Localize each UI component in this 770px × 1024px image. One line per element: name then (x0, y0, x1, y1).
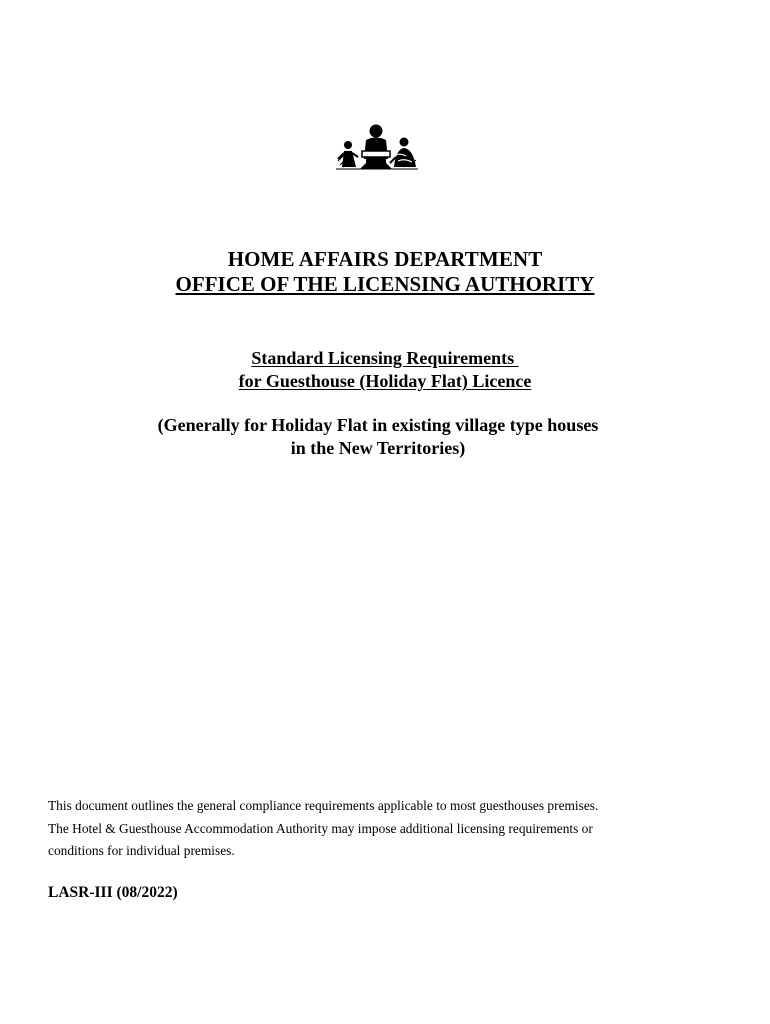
office-title: OFFICE OF THE LICENSING AUTHORITY (175, 272, 595, 296)
disclaimer-line-1: This document outlines the general compliance requirements applicable to most guesthouses premises. (48, 798, 599, 813)
disclaimer-line-3: conditions for individual premises. (48, 843, 235, 858)
scope-line-1: (Generally for Holiday Flat in existing village type houses (157, 415, 599, 435)
disclaimer-line-2: The Hotel & Guesthouse Accommodation Authority may impose additional licensing requirements or (48, 820, 593, 836)
department-title: HOME AFFAIRS DEPARTMENT (227, 247, 543, 271)
document-code: LASR-III (08/2022) (48, 884, 178, 901)
disclaimer-paragraph (48, 795, 728, 863)
department-emblem-icon (334, 123, 420, 173)
requirements-title-line-1: Standard Licensing Requirements (251, 348, 519, 368)
scope-line-2: in the New Territories) (290, 438, 466, 458)
requirements-title-line-2: for Guesthouse (Holiday Flat) Licence (238, 371, 532, 391)
